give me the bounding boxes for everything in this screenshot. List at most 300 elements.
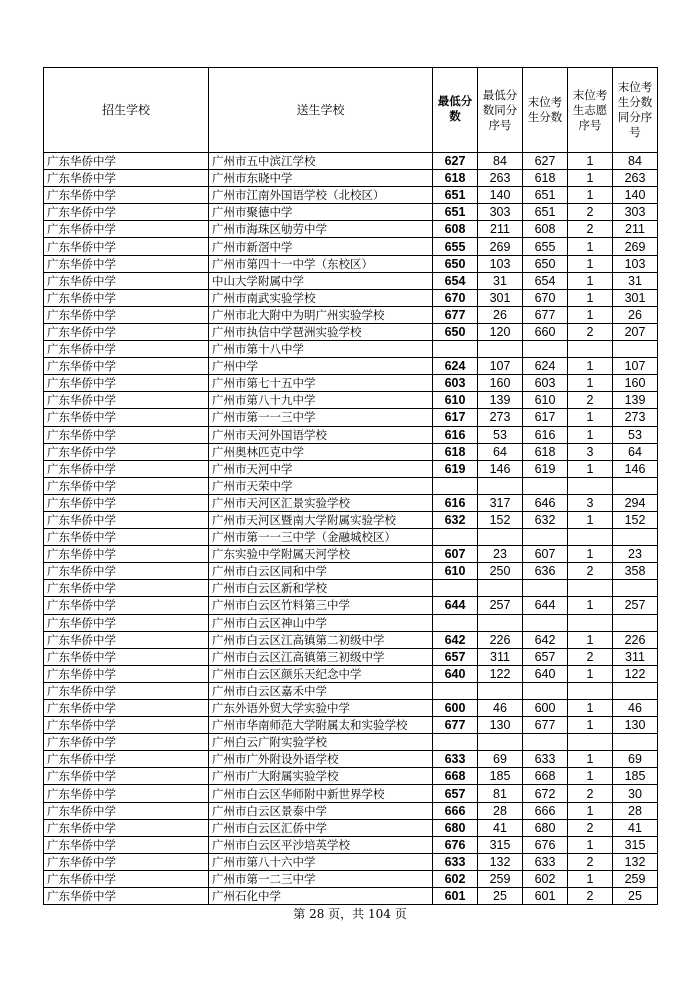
cell-min-score-rank: 41	[478, 819, 523, 836]
cell-min-score-rank: 311	[478, 648, 523, 665]
cell-sending-school: 广州市北大附中为明广州实验学校	[209, 306, 433, 323]
cell-last-rank: 311	[613, 648, 658, 665]
cell-min-score: 666	[433, 802, 478, 819]
cell-recruiting-school: 广东华侨中学	[44, 238, 209, 255]
table-row	[44, 255, 658, 272]
cell-recruiting-school: 广东华侨中学	[44, 888, 209, 905]
cell-last-rank	[613, 477, 658, 494]
header-min-score: 最低分数	[433, 68, 478, 153]
cell-last-rank: 69	[613, 751, 658, 768]
cell-last-choice: 2	[568, 563, 613, 580]
cell-sending-school: 广州市海珠区劬劳中学	[209, 221, 433, 238]
cell-last-rank: 294	[613, 494, 658, 511]
cell-last-choice: 2	[568, 853, 613, 870]
cell-min-score-rank: 263	[478, 170, 523, 187]
cell-min-score: 680	[433, 819, 478, 836]
table-header-row	[44, 68, 658, 153]
cell-last-score: 677	[523, 717, 568, 734]
table-row	[44, 682, 658, 699]
cell-recruiting-school: 广东华侨中学	[44, 289, 209, 306]
cell-recruiting-school: 广东华侨中学	[44, 392, 209, 409]
cell-min-score-rank	[478, 477, 523, 494]
cell-min-score-rank: 303	[478, 204, 523, 221]
cell-sending-school: 广州市第八十六中学	[209, 853, 433, 870]
cell-min-score	[433, 341, 478, 358]
table-row	[44, 819, 658, 836]
cell-recruiting-school: 广东华侨中学	[44, 460, 209, 477]
cell-recruiting-school: 广东华侨中学	[44, 614, 209, 631]
cell-min-score-rank: 84	[478, 153, 523, 170]
cell-sending-school: 广州市广外附设外语学校	[209, 751, 433, 768]
cell-last-choice: 2	[568, 819, 613, 836]
cell-min-score-rank: 53	[478, 426, 523, 443]
table-row	[44, 375, 658, 392]
cell-sending-school: 广州市白云区嘉禾中学	[209, 682, 433, 699]
cell-min-score	[433, 477, 478, 494]
cell-last-choice	[568, 614, 613, 631]
cell-last-score	[523, 477, 568, 494]
cell-min-score-rank	[478, 529, 523, 546]
table-row	[44, 665, 658, 682]
cell-last-choice	[568, 529, 613, 546]
cell-last-score: 619	[523, 460, 568, 477]
cell-min-score-rank: 140	[478, 187, 523, 204]
cell-recruiting-school: 广东华侨中学	[44, 717, 209, 734]
cell-min-score-rank: 64	[478, 443, 523, 460]
cell-recruiting-school: 广东华侨中学	[44, 768, 209, 785]
cell-min-score-rank: 26	[478, 306, 523, 323]
cell-sending-school: 广州石化中学	[209, 888, 433, 905]
cell-recruiting-school: 广东华侨中学	[44, 494, 209, 511]
table-row	[44, 853, 658, 870]
cell-recruiting-school: 广东华侨中学	[44, 563, 209, 580]
cell-min-score-rank	[478, 682, 523, 699]
cell-last-rank: 303	[613, 204, 658, 221]
cell-sending-school: 广州市天河外国语学校	[209, 426, 433, 443]
cell-last-choice: 3	[568, 494, 613, 511]
table-row	[44, 170, 658, 187]
cell-sending-school: 广州市白云区平沙培英学校	[209, 836, 433, 853]
cell-sending-school: 广州市南武实验学校	[209, 289, 433, 306]
cell-min-score-rank: 185	[478, 768, 523, 785]
cell-last-choice	[568, 734, 613, 751]
cell-last-rank: 26	[613, 306, 658, 323]
cell-last-score: 655	[523, 238, 568, 255]
cell-min-score-rank: 259	[478, 870, 523, 887]
cell-last-choice: 2	[568, 888, 613, 905]
cell-last-choice: 1	[568, 187, 613, 204]
cell-min-score	[433, 614, 478, 631]
cell-last-score: 618	[523, 443, 568, 460]
cell-recruiting-school: 广东华侨中学	[44, 272, 209, 289]
cell-min-score: 670	[433, 289, 478, 306]
table-row	[44, 529, 658, 546]
cell-last-score	[523, 580, 568, 597]
table-row	[44, 409, 658, 426]
cell-min-score-rank: 130	[478, 717, 523, 734]
cell-last-choice: 1	[568, 717, 613, 734]
cell-last-score: 651	[523, 187, 568, 204]
cell-sending-school: 广州市五中滨江学校	[209, 153, 433, 170]
cell-last-rank: 358	[613, 563, 658, 580]
cell-min-score: 627	[433, 153, 478, 170]
table-row	[44, 734, 658, 751]
cell-recruiting-school: 广东华侨中学	[44, 443, 209, 460]
cell-recruiting-school: 广东华侨中学	[44, 648, 209, 665]
table-row	[44, 238, 658, 255]
cell-sending-school: 广州市天河中学	[209, 460, 433, 477]
cell-min-score-rank	[478, 580, 523, 597]
cell-min-score-rank: 152	[478, 511, 523, 528]
table-row	[44, 221, 658, 238]
cell-last-rank	[613, 529, 658, 546]
table-row	[44, 204, 658, 221]
cell-last-score: 618	[523, 170, 568, 187]
cell-last-rank: 315	[613, 836, 658, 853]
cell-min-score: 677	[433, 717, 478, 734]
cell-min-score-rank	[478, 614, 523, 631]
cell-last-score	[523, 734, 568, 751]
cell-min-score-rank: 226	[478, 631, 523, 648]
cell-min-score-rank: 31	[478, 272, 523, 289]
cell-last-choice	[568, 477, 613, 494]
cell-sending-school: 广州白云广附实验学校	[209, 734, 433, 751]
cell-last-score: 601	[523, 888, 568, 905]
cell-last-choice	[568, 341, 613, 358]
table-row	[44, 888, 658, 905]
table-row	[44, 323, 658, 340]
cell-min-score: 650	[433, 255, 478, 272]
cell-min-score-rank: 81	[478, 785, 523, 802]
cell-last-score: 654	[523, 272, 568, 289]
cell-last-rank	[613, 734, 658, 751]
cell-last-choice: 1	[568, 358, 613, 375]
cell-last-score: 608	[523, 221, 568, 238]
cell-min-score	[433, 682, 478, 699]
table-row	[44, 546, 658, 563]
cell-last-score: 650	[523, 255, 568, 272]
cell-min-score-rank: 317	[478, 494, 523, 511]
cell-min-score: 603	[433, 375, 478, 392]
cell-last-rank: 259	[613, 870, 658, 887]
cell-sending-school: 广州市江南外国语学校（北校区）	[209, 187, 433, 204]
header-last-rank: 末位考生分数同分序号	[613, 68, 658, 153]
cell-last-choice: 2	[568, 648, 613, 665]
cell-min-score-rank: 28	[478, 802, 523, 819]
table-row	[44, 443, 658, 460]
cell-min-score: 668	[433, 768, 478, 785]
cell-min-score: 644	[433, 597, 478, 614]
cell-min-score: 654	[433, 272, 478, 289]
cell-min-score	[433, 529, 478, 546]
table-row	[44, 836, 658, 853]
cell-recruiting-school: 广东华侨中学	[44, 477, 209, 494]
table-row	[44, 289, 658, 306]
cell-min-score-rank: 160	[478, 375, 523, 392]
cell-last-score	[523, 682, 568, 699]
cell-min-score: 618	[433, 170, 478, 187]
cell-min-score-rank	[478, 341, 523, 358]
cell-min-score-rank: 107	[478, 358, 523, 375]
cell-min-score: 610	[433, 392, 478, 409]
cell-recruiting-school: 广东华侨中学	[44, 153, 209, 170]
table-row	[44, 580, 658, 597]
cell-min-score-rank: 103	[478, 255, 523, 272]
header-recruiting-school: 招生学校	[44, 68, 209, 153]
cell-last-rank: 64	[613, 443, 658, 460]
cell-sending-school: 广州市华南师范大学附属太和实验学校	[209, 717, 433, 734]
cell-last-rank: 160	[613, 375, 658, 392]
cell-sending-school: 中山大学附属中学	[209, 272, 433, 289]
cell-min-score	[433, 580, 478, 597]
cell-recruiting-school: 广东华侨中学	[44, 409, 209, 426]
table-row	[44, 272, 658, 289]
cell-recruiting-school: 广东华侨中学	[44, 597, 209, 614]
cell-min-score: 608	[433, 221, 478, 238]
cell-last-choice	[568, 682, 613, 699]
table-row	[44, 631, 658, 648]
cell-last-score: 676	[523, 836, 568, 853]
cell-min-score: 651	[433, 187, 478, 204]
cell-min-score: 617	[433, 409, 478, 426]
cell-recruiting-school: 广东华侨中学	[44, 375, 209, 392]
cell-last-choice: 1	[568, 153, 613, 170]
cell-min-score: 677	[433, 306, 478, 323]
cell-last-score: 624	[523, 358, 568, 375]
cell-last-score: 636	[523, 563, 568, 580]
cell-recruiting-school: 广东华侨中学	[44, 665, 209, 682]
table-row	[44, 460, 658, 477]
cell-last-score: 632	[523, 511, 568, 528]
cell-last-score: 672	[523, 785, 568, 802]
cell-last-choice: 2	[568, 221, 613, 238]
cell-last-rank: 269	[613, 238, 658, 255]
cell-last-rank: 139	[613, 392, 658, 409]
cell-min-score-rank: 69	[478, 751, 523, 768]
cell-min-score-rank: 132	[478, 853, 523, 870]
cell-last-choice: 1	[568, 238, 613, 255]
cell-last-score: 602	[523, 870, 568, 887]
header-sending-school: 送生学校	[209, 68, 433, 153]
cell-sending-school: 广州市白云区景泰中学	[209, 802, 433, 819]
cell-last-score: 668	[523, 768, 568, 785]
cell-recruiting-school: 广东华侨中学	[44, 255, 209, 272]
cell-last-rank: 53	[613, 426, 658, 443]
cell-last-choice: 1	[568, 289, 613, 306]
cell-min-score: 616	[433, 494, 478, 511]
cell-min-score: 618	[433, 443, 478, 460]
cell-min-score: 633	[433, 853, 478, 870]
cell-last-choice: 2	[568, 392, 613, 409]
cell-last-score: 677	[523, 306, 568, 323]
cell-sending-school: 广州市白云区新和学校	[209, 580, 433, 597]
cell-last-score: 642	[523, 631, 568, 648]
cell-last-rank: 130	[613, 717, 658, 734]
cell-last-rank: 226	[613, 631, 658, 648]
cell-min-score: 655	[433, 238, 478, 255]
cell-last-choice: 1	[568, 870, 613, 887]
cell-last-score: 627	[523, 153, 568, 170]
cell-min-score-rank: 23	[478, 546, 523, 563]
cell-last-score: 640	[523, 665, 568, 682]
cell-last-rank: 31	[613, 272, 658, 289]
cell-last-score: 600	[523, 700, 568, 717]
cell-recruiting-school: 广东华侨中学	[44, 546, 209, 563]
cell-min-score	[433, 734, 478, 751]
table-row	[44, 751, 658, 768]
cell-last-rank: 211	[613, 221, 658, 238]
cell-recruiting-school: 广东华侨中学	[44, 170, 209, 187]
cell-recruiting-school: 广东华侨中学	[44, 187, 209, 204]
admission-score-table	[43, 67, 658, 905]
cell-recruiting-school: 广东华侨中学	[44, 631, 209, 648]
cell-last-rank	[613, 580, 658, 597]
cell-min-score: 602	[433, 870, 478, 887]
cell-last-score	[523, 529, 568, 546]
cell-recruiting-school: 广东华侨中学	[44, 341, 209, 358]
cell-last-score: 657	[523, 648, 568, 665]
cell-last-rank: 185	[613, 768, 658, 785]
cell-last-rank: 122	[613, 665, 658, 682]
cell-recruiting-school: 广东华侨中学	[44, 204, 209, 221]
cell-recruiting-school: 广东华侨中学	[44, 511, 209, 528]
cell-last-choice: 2	[568, 785, 613, 802]
table-row	[44, 700, 658, 717]
cell-sending-school: 广州市第一一三中学	[209, 409, 433, 426]
cell-recruiting-school: 广东华侨中学	[44, 853, 209, 870]
cell-min-score: 616	[433, 426, 478, 443]
cell-recruiting-school: 广东华侨中学	[44, 785, 209, 802]
cell-last-rank	[613, 682, 658, 699]
cell-min-score-rank: 269	[478, 238, 523, 255]
cell-last-choice: 1	[568, 426, 613, 443]
cell-min-score: 607	[433, 546, 478, 563]
cell-sending-school: 广州市天荣中学	[209, 477, 433, 494]
cell-sending-school: 广州市白云区江高镇第二初级中学	[209, 631, 433, 648]
page-footer: 第 28 页，共 104 页	[293, 907, 407, 921]
cell-last-rank: 257	[613, 597, 658, 614]
cell-sending-school: 广州市第四十一中学（东校区）	[209, 255, 433, 272]
cell-last-score: 666	[523, 802, 568, 819]
cell-last-rank: 107	[613, 358, 658, 375]
cell-last-rank	[613, 341, 658, 358]
table-row	[44, 306, 658, 323]
cell-sending-school: 广州市天河区暨南大学附属实验学校	[209, 511, 433, 528]
cell-last-choice: 1	[568, 170, 613, 187]
table-row	[44, 870, 658, 887]
cell-last-score: 603	[523, 375, 568, 392]
cell-last-rank: 152	[613, 511, 658, 528]
cell-min-score: 632	[433, 511, 478, 528]
cell-recruiting-school: 广东华侨中学	[44, 682, 209, 699]
cell-last-score: 607	[523, 546, 568, 563]
cell-min-score-rank: 211	[478, 221, 523, 238]
cell-last-rank: 28	[613, 802, 658, 819]
cell-min-score-rank: 315	[478, 836, 523, 853]
cell-recruiting-school: 广东华侨中学	[44, 700, 209, 717]
cell-min-score: 642	[433, 631, 478, 648]
cell-min-score-rank: 301	[478, 289, 523, 306]
cell-sending-school: 广东外语外贸大学实验中学	[209, 700, 433, 717]
cell-last-choice: 1	[568, 768, 613, 785]
cell-last-choice: 1	[568, 306, 613, 323]
cell-min-score-rank: 257	[478, 597, 523, 614]
cell-min-score: 619	[433, 460, 478, 477]
cell-last-rank: 30	[613, 785, 658, 802]
cell-sending-school: 广州奥林匹克中学	[209, 443, 433, 460]
cell-last-score: 670	[523, 289, 568, 306]
cell-sending-school: 广州市执信中学琶洲实验学校	[209, 323, 433, 340]
table-body	[44, 153, 658, 905]
cell-last-rank: 263	[613, 170, 658, 187]
cell-last-choice: 1	[568, 631, 613, 648]
cell-min-score-rank: 139	[478, 392, 523, 409]
cell-recruiting-school: 广东华侨中学	[44, 323, 209, 340]
cell-sending-school: 广州市白云区同和中学	[209, 563, 433, 580]
table-row	[44, 477, 658, 494]
cell-last-score	[523, 341, 568, 358]
cell-sending-school: 广州市广大附属实验学校	[209, 768, 433, 785]
cell-last-choice: 1	[568, 836, 613, 853]
cell-sending-school: 广州市白云区江高镇第三初级中学	[209, 648, 433, 665]
cell-recruiting-school: 广东华侨中学	[44, 580, 209, 597]
cell-sending-school: 广州市白云区神山中学	[209, 614, 433, 631]
cell-last-rank: 132	[613, 853, 658, 870]
cell-min-score: 600	[433, 700, 478, 717]
cell-sending-school: 广州市白云区颜乐天纪念中学	[209, 665, 433, 682]
cell-last-choice: 1	[568, 375, 613, 392]
cell-last-choice: 2	[568, 323, 613, 340]
cell-recruiting-school: 广东华侨中学	[44, 802, 209, 819]
cell-min-score-rank: 273	[478, 409, 523, 426]
cell-last-score: 644	[523, 597, 568, 614]
cell-last-choice: 1	[568, 597, 613, 614]
cell-last-choice: 2	[568, 204, 613, 221]
cell-last-score: 680	[523, 819, 568, 836]
cell-min-score: 676	[433, 836, 478, 853]
cell-last-score: 646	[523, 494, 568, 511]
cell-last-score: 610	[523, 392, 568, 409]
cell-last-rank: 207	[613, 323, 658, 340]
cell-last-choice: 1	[568, 700, 613, 717]
cell-last-score: 617	[523, 409, 568, 426]
table-row	[44, 358, 658, 375]
cell-sending-school: 广州市第十八中学	[209, 341, 433, 358]
cell-last-score: 660	[523, 323, 568, 340]
cell-last-rank: 23	[613, 546, 658, 563]
cell-last-rank: 41	[613, 819, 658, 836]
cell-min-score-rank	[478, 734, 523, 751]
cell-last-choice: 3	[568, 443, 613, 460]
cell-min-score-rank: 25	[478, 888, 523, 905]
cell-last-choice: 1	[568, 802, 613, 819]
cell-sending-school: 广州市聚德中学	[209, 204, 433, 221]
cell-recruiting-school: 广东华侨中学	[44, 751, 209, 768]
table-row	[44, 153, 658, 170]
cell-min-score-rank: 122	[478, 665, 523, 682]
cell-sending-school: 广州市第七十五中学	[209, 375, 433, 392]
cell-last-score	[523, 614, 568, 631]
table-row	[44, 648, 658, 665]
header-min-score-rank: 最低分数同分序号	[478, 68, 523, 153]
cell-sending-school: 广州中学	[209, 358, 433, 375]
cell-recruiting-school: 广东华侨中学	[44, 529, 209, 546]
cell-recruiting-school: 广东华侨中学	[44, 426, 209, 443]
cell-sending-school: 广州市东晓中学	[209, 170, 433, 187]
cell-last-choice: 1	[568, 409, 613, 426]
cell-min-score: 657	[433, 785, 478, 802]
cell-min-score: 624	[433, 358, 478, 375]
